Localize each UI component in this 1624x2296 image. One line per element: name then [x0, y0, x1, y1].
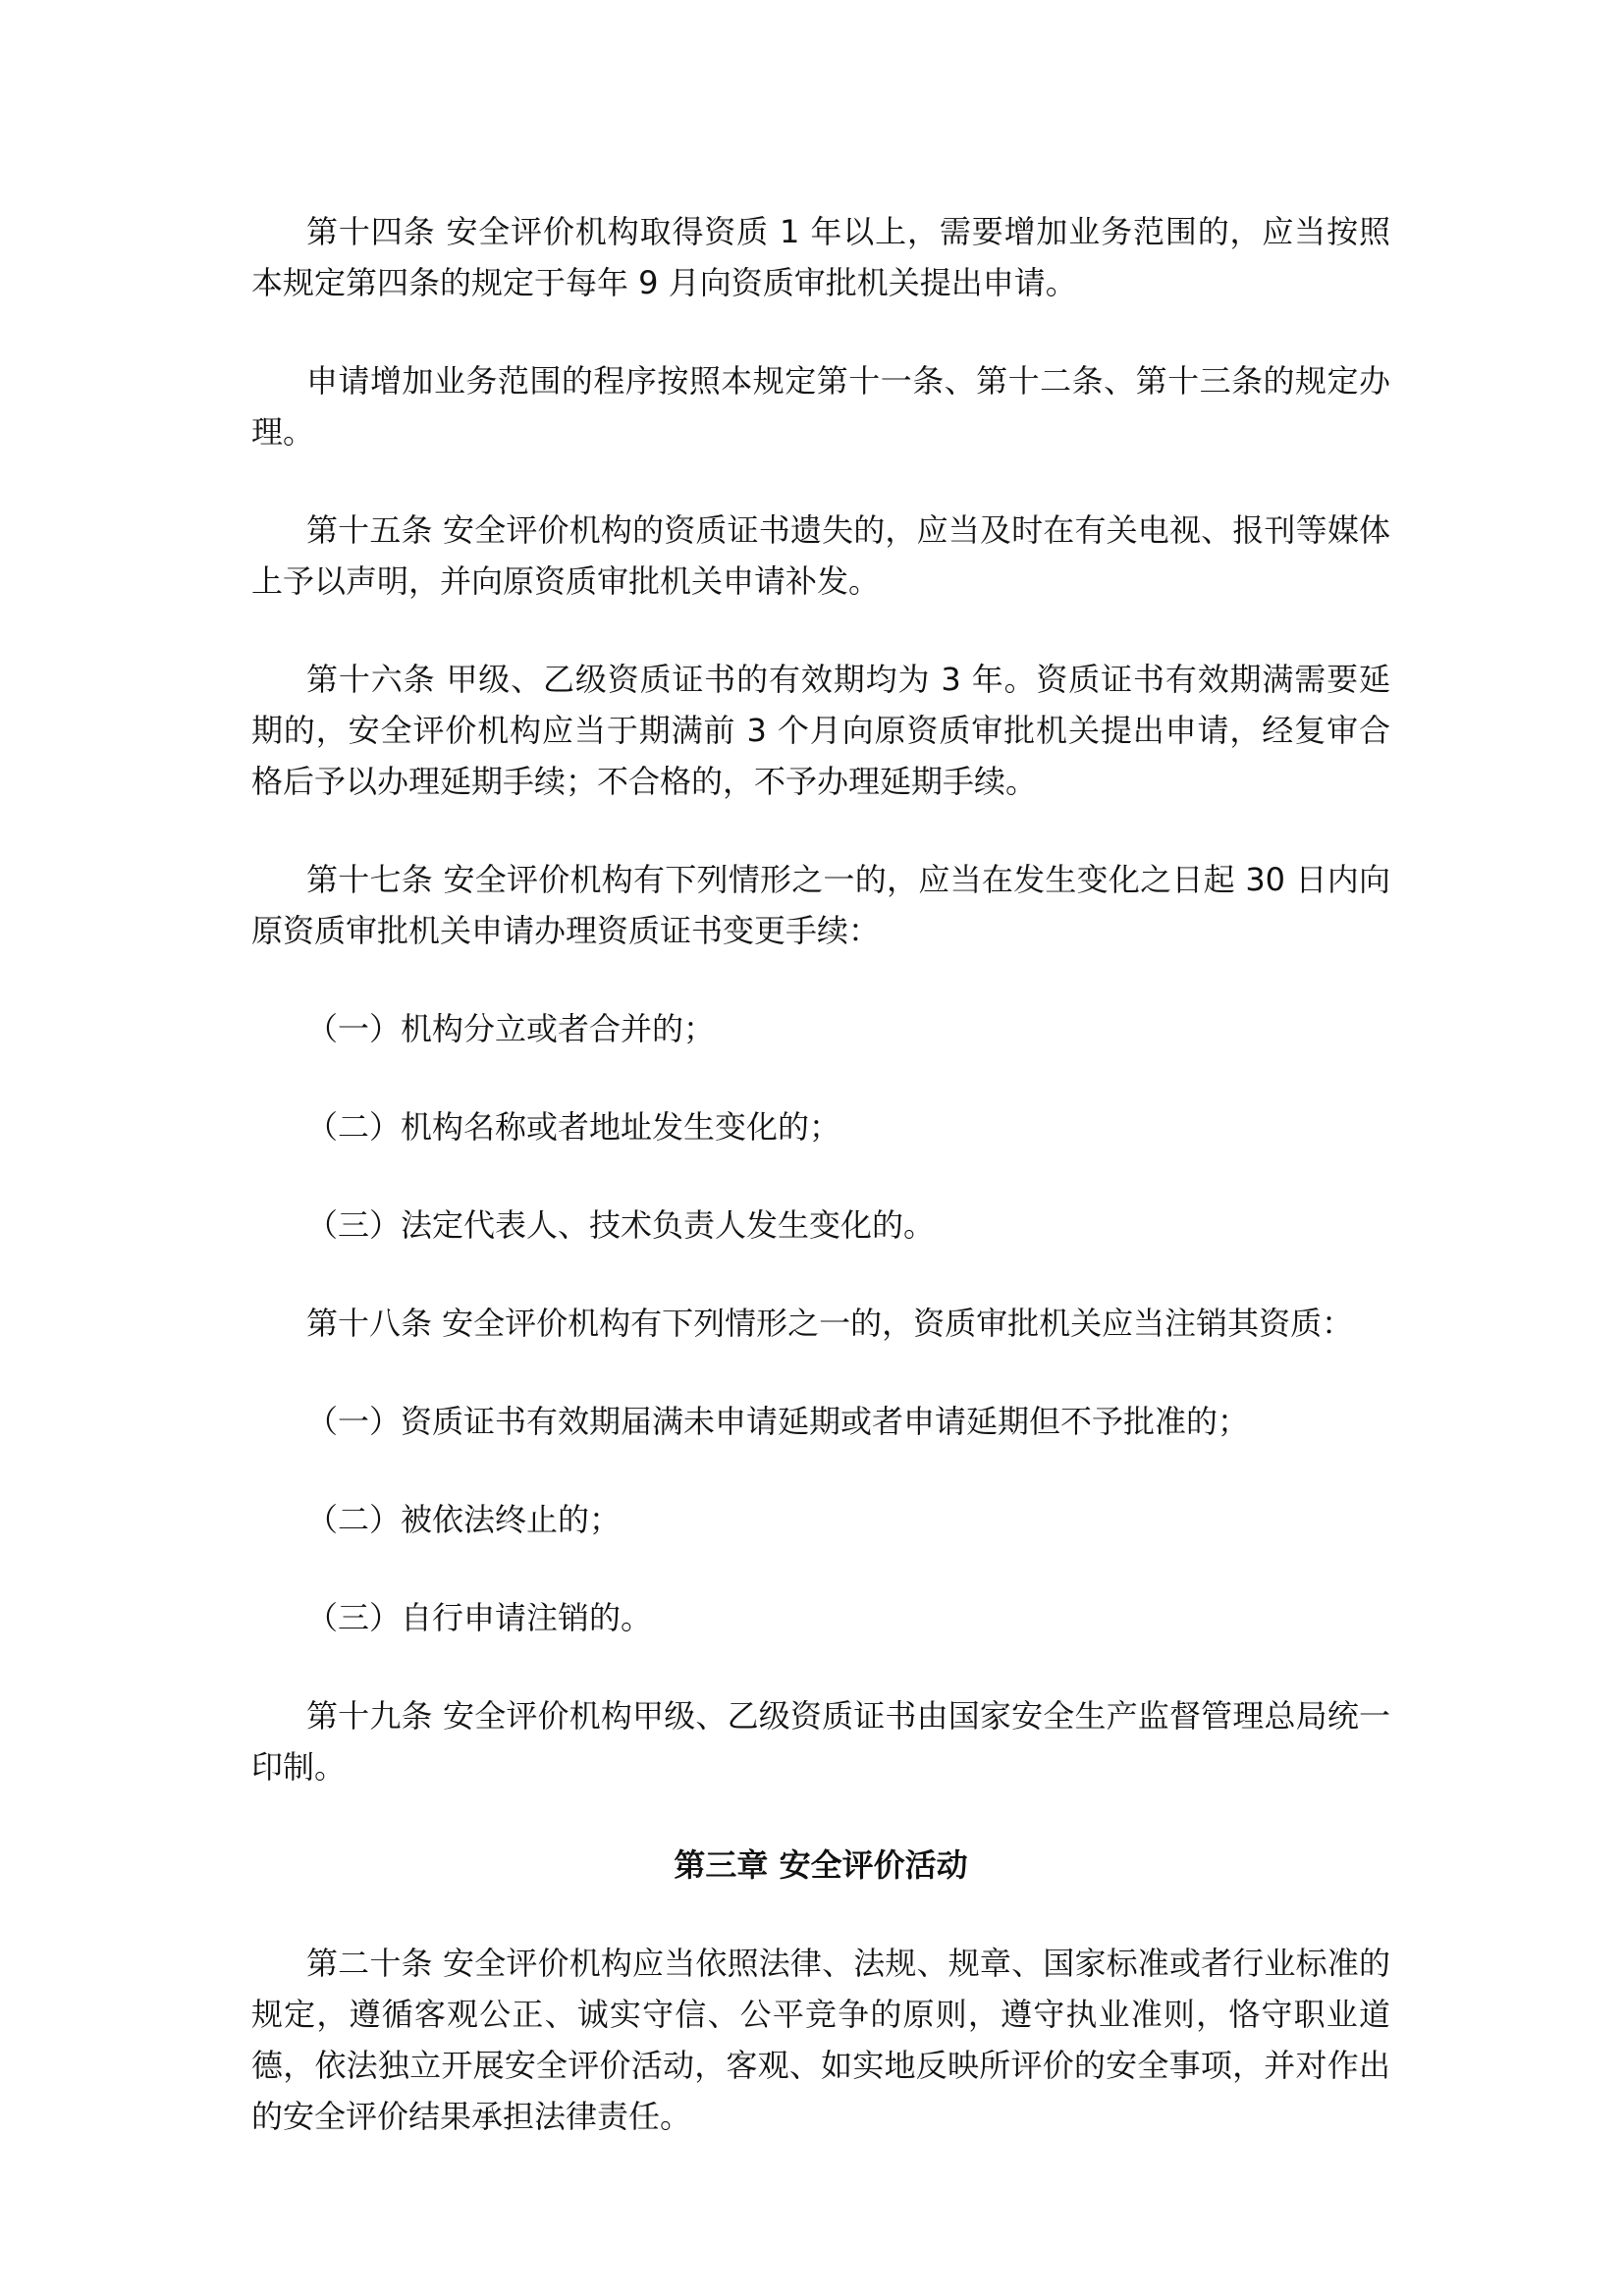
article-14-paragraph: 第十四条 安全评价机构取得资质 1 年以上，需要增加业务范围的，应当按照本规定第四条的规定于每年 9 月向资质审批机关提出申请。 — [251, 213, 1390, 301]
article-17-item-2: （二）机构名称或者地址发生变化的； — [306, 1108, 841, 1146]
article-20-paragraph: 第二十条 安全评价机构应当依照法律、法规、规章、国家标准或者行业标准的规定，遵循客观公正、诚实守信、公平竞争的原则，遵守执业准则，恪守职业道德，依法独立开展安全评价活动，客观、如实地反映所评价的安全事项，并对作出的安全评价结果承担法律责任。 — [251, 1945, 1390, 2135]
article-16-paragraph: 第十六条 甲级、乙级资质证书的有效期均为 3 年。资质证书有效期满需要延期的，安全评价机构应当于期满前 3 个月向原资质审批机关提出申请，经复审合格后予以办理延期手续；不合格的，不予办理延期手续。 — [251, 661, 1390, 800]
article-17-item-3: （三）法定代表人、技术负责人发生变化的。 — [306, 1206, 936, 1244]
article-19-paragraph: 第十九条 安全评价机构甲级、乙级资质证书由国家安全生产监督管理总局统一印制。 — [251, 1697, 1390, 1786]
article-18-paragraph: 第十八条 安全评价机构有下列情形之一的，资质审批机关应当注销其资质： — [306, 1305, 1354, 1342]
article-15-paragraph: 第十五条 安全评价机构的资质证书遗失的，应当及时在有关电视、报刊等媒体上予以声明，并向原资质审批机关申请补发。 — [251, 511, 1390, 600]
article-17-paragraph: 第十七条 安全评价机构有下列情形之一的，应当在发生变化之日起 30 日内向原资质审批机关申请办理资质证书变更手续： — [251, 861, 1390, 949]
article-18-item-1: （一）资质证书有效期届满未申请延期或者申请延期但不予批准的； — [306, 1403, 1250, 1440]
chapter-3-heading: 第三章 安全评价活动 — [674, 1846, 968, 1884]
document-body — [251, 206, 1390, 2189]
article-17-item-1: （一）机构分立或者合并的； — [306, 1010, 716, 1047]
article-18-item-2: （二）被依法终止的； — [306, 1501, 622, 1538]
article-14-procedure-paragraph: 申请增加业务范围的程序按照本规定第十一条、第十二条、第十三条的规定办理。 — [251, 362, 1390, 451]
article-18-item-3: （三）自行申请注销的。 — [306, 1599, 653, 1636]
